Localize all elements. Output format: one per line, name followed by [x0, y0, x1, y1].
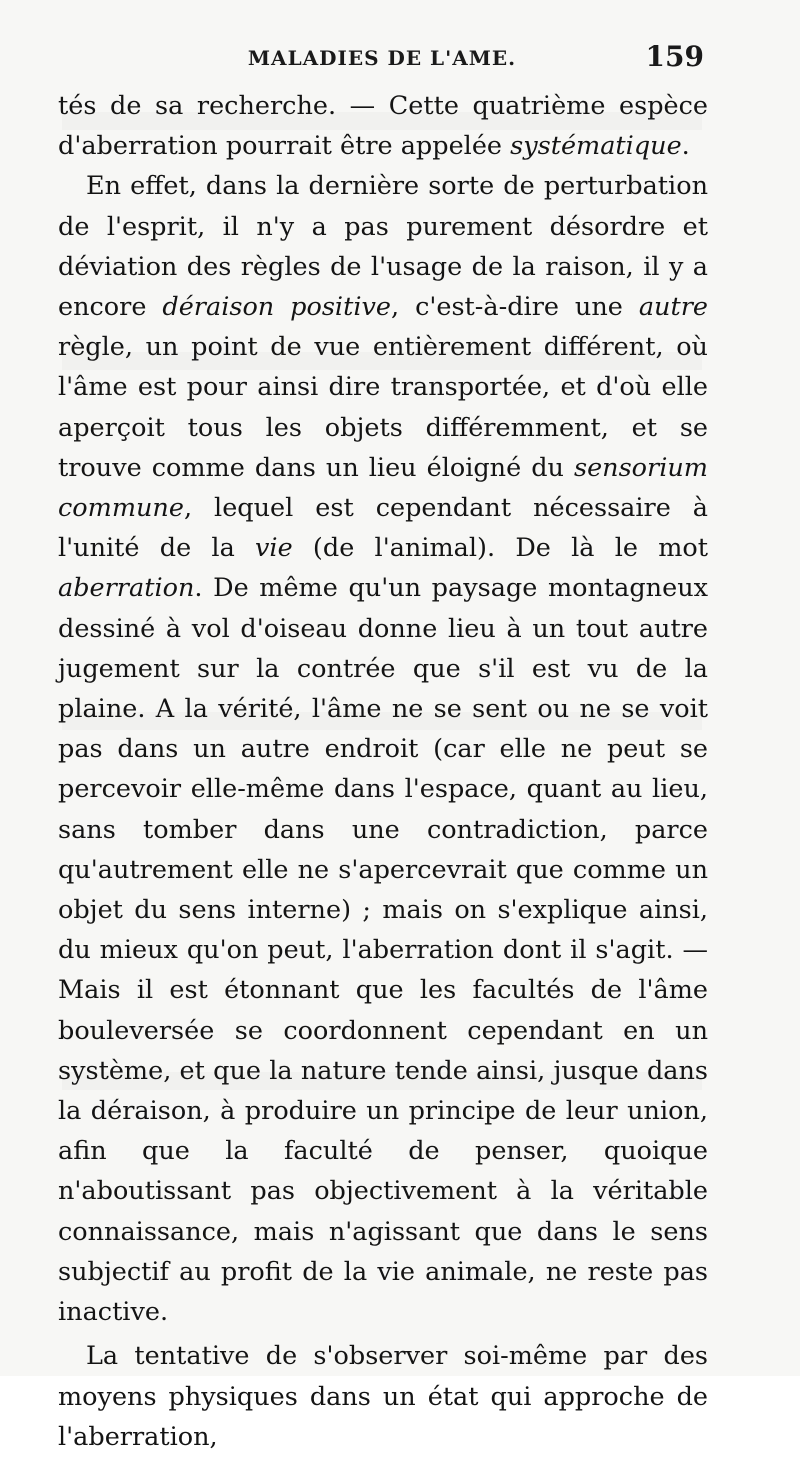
paragraph: En effet, dans la dernière sorte de perturbation de l'esprit, il n'y a pas purement désordre et déviation des règles de l'usage de la raison, il y a encore déraison positive, c'est-à-dire une autre règle, un point de vue entièrement différent, où l'âme est pour ainsi dire transportée, et d'où elle aperçoit tous les objets différemment, et se trouve comme dans un lieu éloigné du sensorium commune, lequel est cependant nécessaire à l'unité de la vie (de l'animal). De là le mot aberration. De même qu'un paysage montagneux dessiné à vol d'oiseau donne lieu à un tout autre jugement sur la contrée que s'il est vu de la plaine. A la vérité, l'âme ne se sent ou ne se voit pas dans un autre endroit (car elle ne peut se percevoir elle-même dans l'espace, quant au lieu, sans tomber dans une contradiction, parce qu'autrement elle ne s'apercevrait que comme un objet du sens interne) ; mais on s'explique ainsi, du mieux qu'on peut, l'aberration dont il s'agit. — Mais il est étonnant que les facultés de l'âme bouleversée se coordonnent cependant en un système, et que la nature tende ainsi, jusque dans la déraison, à produire un principe de leur union, afin que la faculté de penser, quoique n'aboutissant pas objectivement à la véritable connaissance, mais n'agissant que dans le sens subjectif au profit de la vie animale, ne reste pas inactive. — [58, 171, 708, 1328]
italic-term: aberration — [58, 573, 195, 604]
italic-term: systématique — [510, 131, 682, 162]
body-text — [58, 86, 708, 1457]
italic-term: sensorium commune — [58, 452, 708, 524]
paragraph: La tentative de s'observer soi-même par des moyens physiques dans un état qui approche de l'aberration, — [58, 1341, 708, 1452]
running-head: MALADIES DE L'AME. — [247, 46, 517, 70]
italic-term: vie — [255, 533, 293, 564]
page-number: 159 — [645, 40, 704, 73]
italic-term: autre — [638, 292, 708, 323]
italic-term: déraison positive — [162, 292, 391, 323]
page-header — [60, 36, 704, 76]
paragraph-continued: tés de sa recherche. — Cette quatrième espèce d'aberration pourrait être appelée systématique. — [58, 91, 708, 162]
